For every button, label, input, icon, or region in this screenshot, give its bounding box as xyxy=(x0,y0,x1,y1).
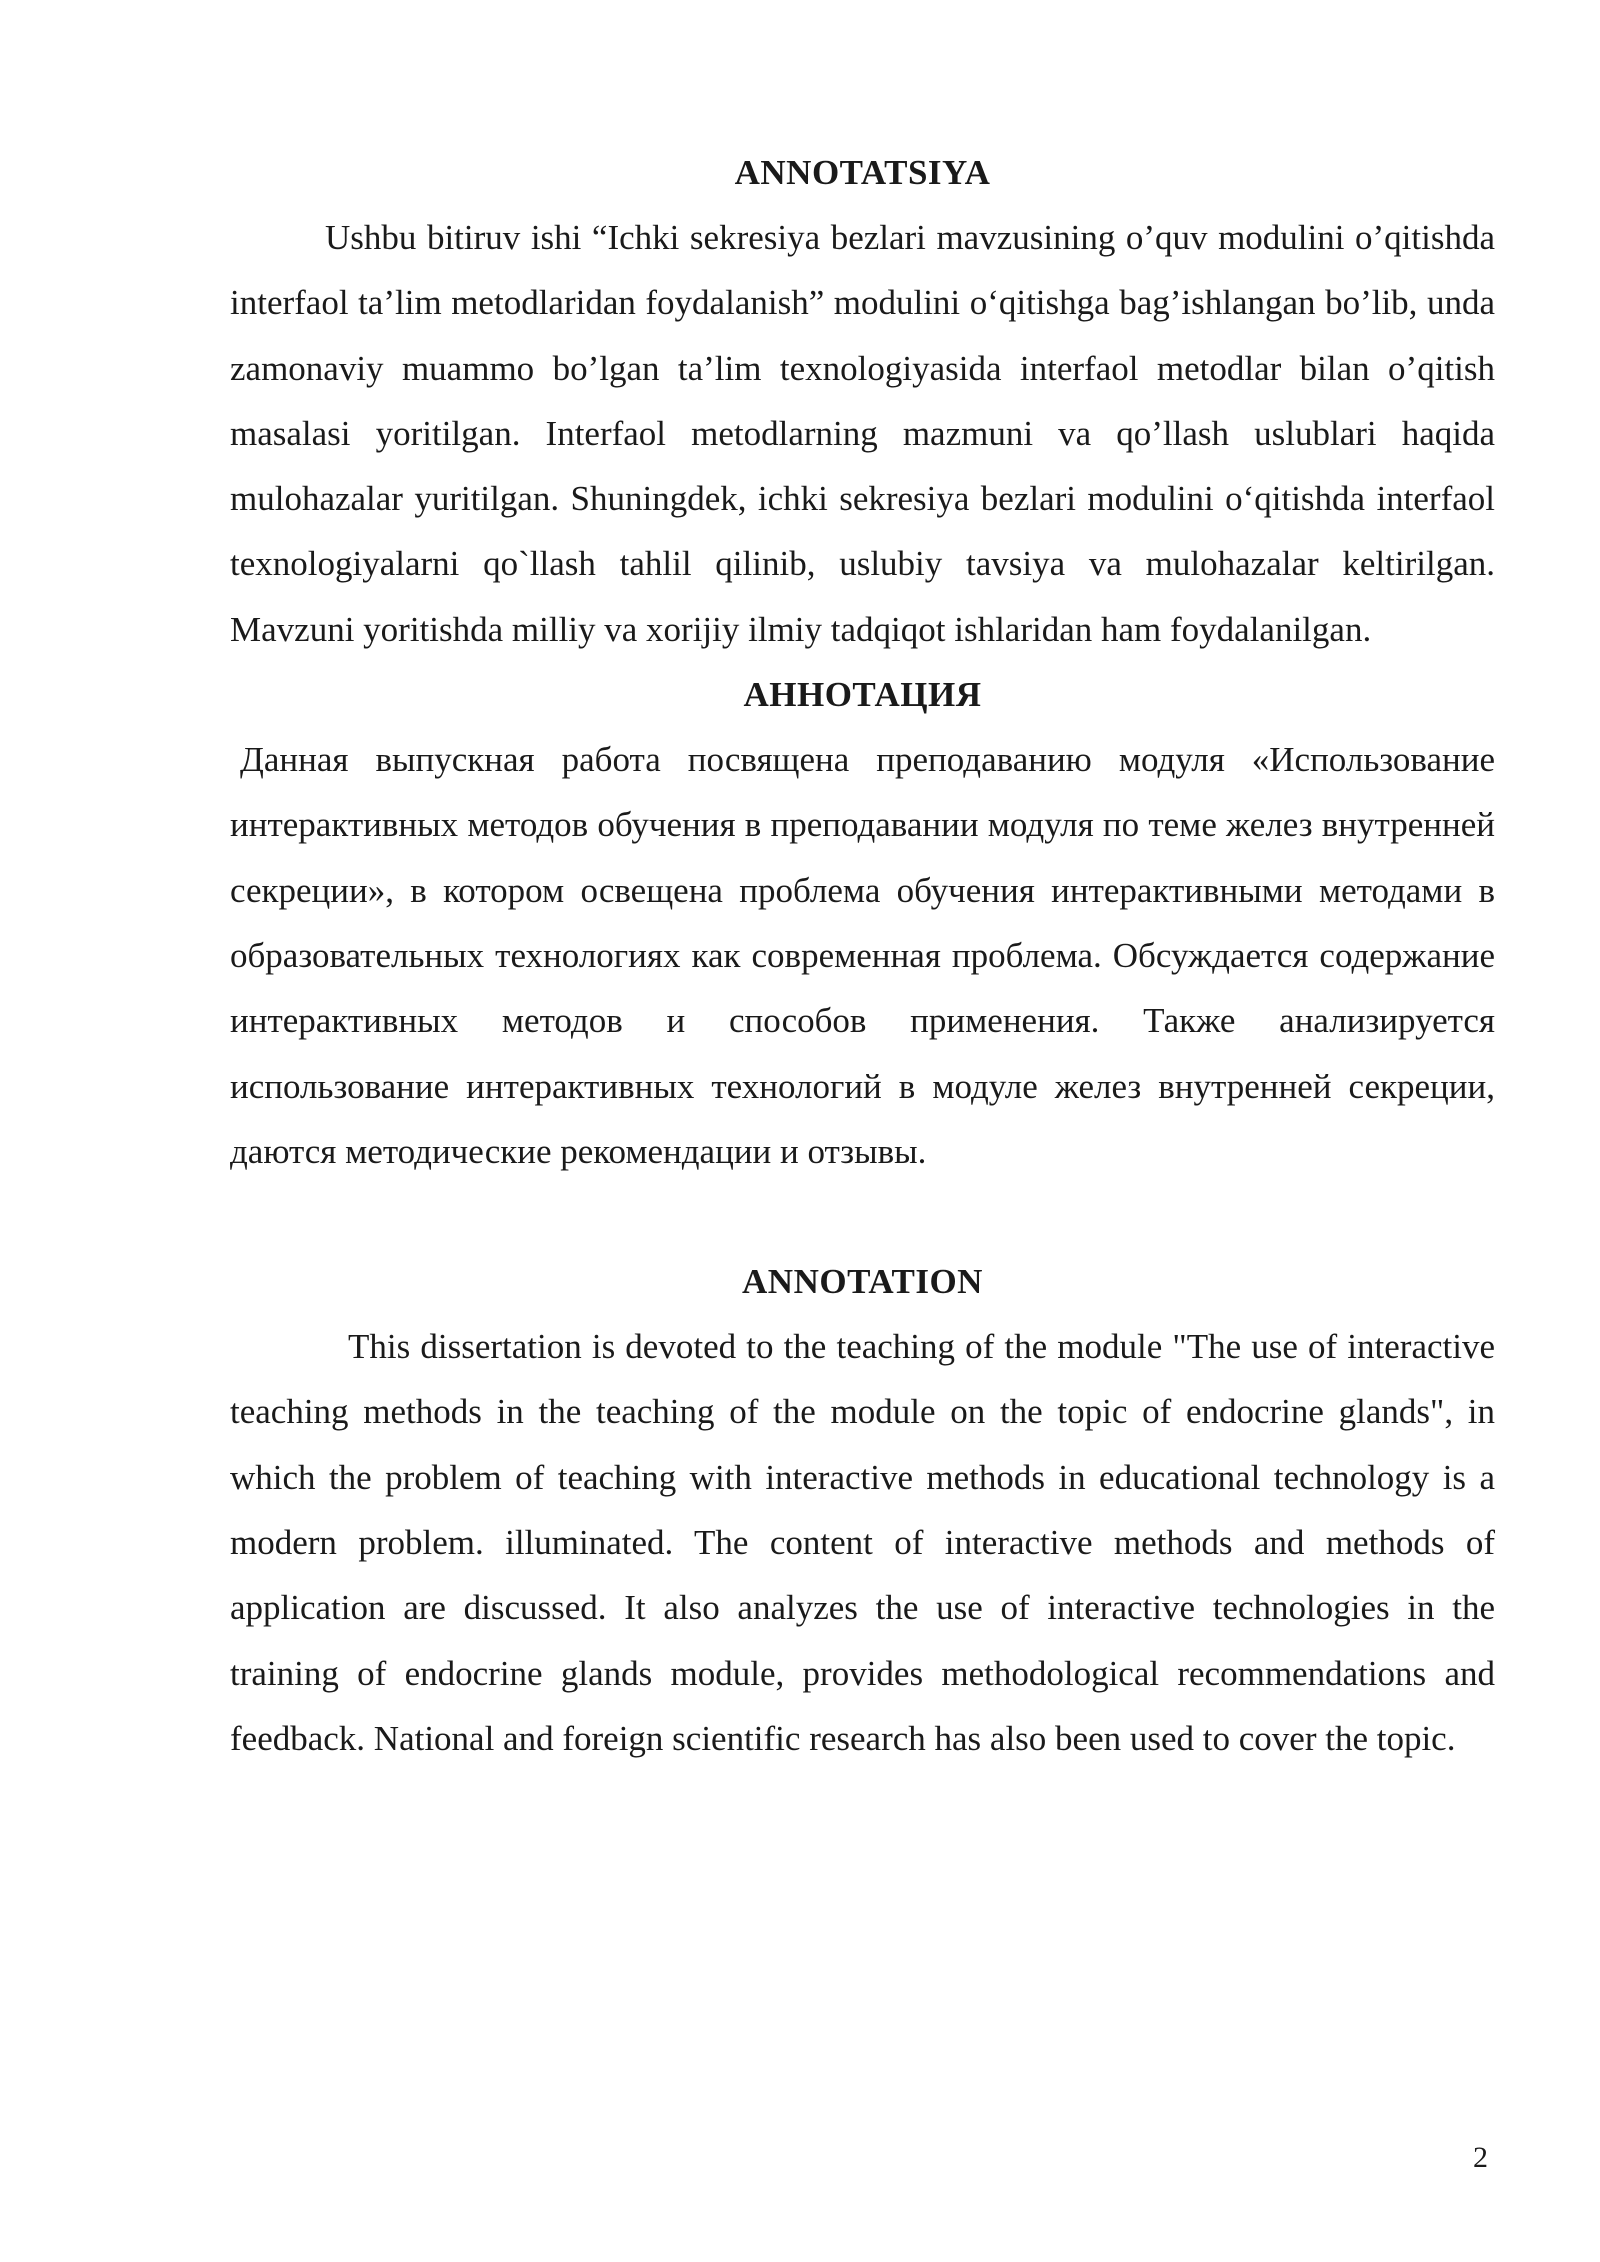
page-number: 2 xyxy=(1473,2141,1488,2174)
document-page xyxy=(230,140,1495,1771)
russian-annotation-heading: АННОТАЦИЯ xyxy=(743,675,982,715)
uzbek-annotation-text: Ushbu bitiruv ishi “Ichki sekresiya bezlari mavzusining o’quv modulini o’qitishda interfaol ta’lim metodlaridan foydalanish” modulini o‘qitishga bag’ishlangan bo’lib, unda zamonaviy muammo bo’lgan ta’lim texnologiyasida interfaol metodlar bilan o’qitish masalasi yoritilgan. Interfaol metodlarning mazmuni va qo’llash uslublari haqida mulohazalar yuritilgan. Shuningdek, ichki sekresiya bezlari modulini o‘qitishda interfaol texnologiyalarni qo`llash tahlil qilinib, uslubiy tavsiya va mulohazalar keltirilgan. Mavzuni yoritishda milliy va xorijiy ilmiy tadqiqot ishlaridan ham foydalanilgan. xyxy=(230,218,1495,649)
uzbek-annotation-heading: ANNOTATSIYA xyxy=(734,153,991,192)
russian-annotation-text: Данная выпускная работа посвящена преподаванию модуля «Использование интерактивных методов обучения в преподавании модуля по теме желез внутренней секреции», в котором освещена проблема обучения интерактивными методами в образовательных технологиях как современная проблема. Обсуждается содержание интерактивных методов и способов применения. Также анализируется использование интерактивных технологий в модуле желез внутренней секреции, даются методические рекомендации и отзывы. xyxy=(230,740,1495,1171)
section-spacer xyxy=(230,1184,1495,1249)
english-annotation-heading: ANNOTATION xyxy=(742,1262,983,1302)
english-annotation-text: This dissertation is devoted to the teaching of the module "The use of interactive teaching methods in the teaching of the module on the topic of endocrine glands", in which the problem of teaching with interactive methods in educational technology is a modern problem. illuminated. The content of interactive methods and methods of application are discussed. It also analyzes the use of interactive technologies in the training of endocrine glands module, provides methodological recommendations and feedback. National and foreign scientific research has also been used to cover the topic. xyxy=(230,1327,1495,1758)
